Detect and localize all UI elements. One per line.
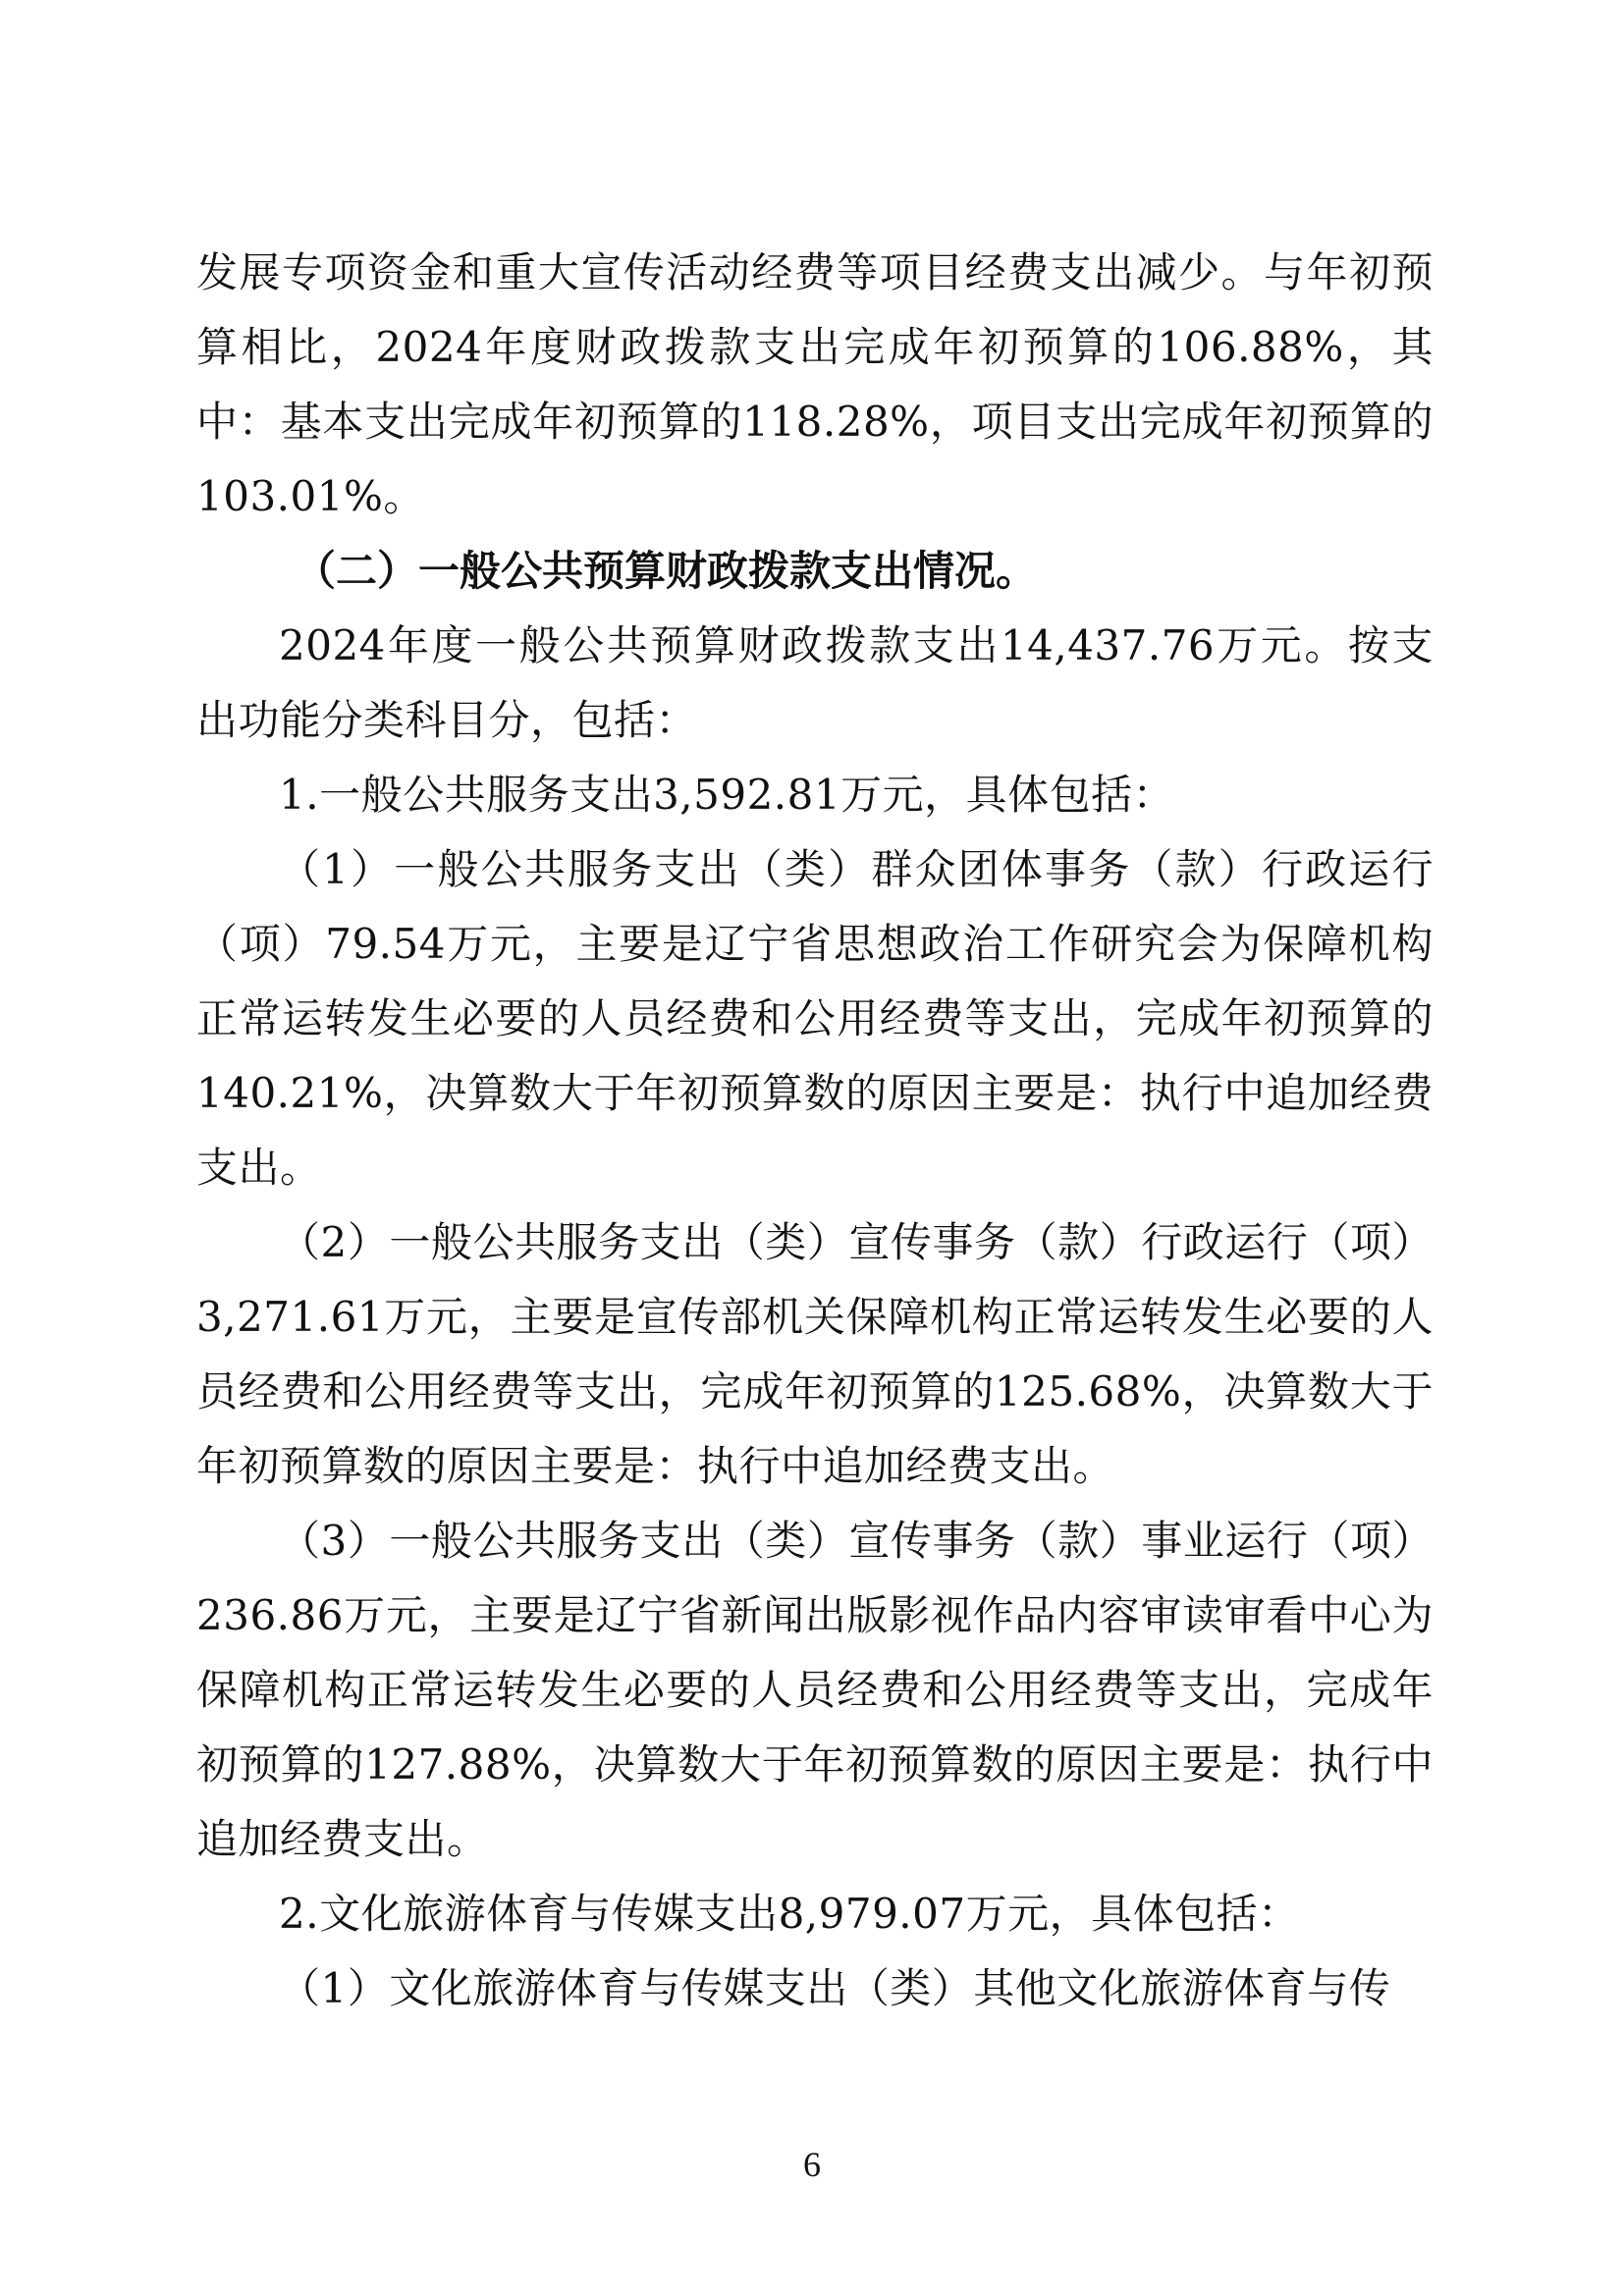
paragraph-public-service-total: 1.一般公共服务支出3,592.81万元，具体包括： [279, 771, 1175, 819]
paragraph-project-expense-summary: 发展专项资金和重大宣传活动经费等项目经费支出减少。与年初预算相比，2024年度财政拨款支出完成年初预算的106.88%，其中：基本支出完成年初预算的118.28%，项目支出完成年初预算的103.01%。 [196, 248, 1434, 520]
paragraph-culture-media-total: 2.文化旅游体育与传媒支出8,979.07万元，具体包括： [279, 1890, 1300, 1938]
paragraph-item-3-publicity-operation: （3）一般公共服务支出（类）宣传事务（款）事业运行（项）236.86万元，主要是辽宁省新闻出版影视作品内容审读审看中心为保障机构正常运转发生必要的人员经费和公用经费等支出，完成年初预算的127.88%，决算数大于年初预算数的原因主要是：执行中追加经费支出。 [196, 1517, 1434, 1863]
paragraph-general-budget-total: 2024年度一般公共预算财政拨款支出14,437.76万元。按支出功能分类科目分，包括： [196, 621, 1434, 744]
paragraph-item-1-group-affairs: （1）一般公共服务支出（类）群众团体事务（款）行政运行（项）79.54万元，主要是辽宁省思想政治工作研究会为保障机构正常运转发生必要的人员经费和公用经费等支出，完成年初预算的140.21%，决算数大于年初预算数的原因主要是：执行中追加经费支出。 [196, 845, 1434, 1192]
page-number: 6 [803, 2145, 821, 2184]
paragraph-item-2-publicity-admin: （2）一般公共服务支出（类）宣传事务（款）行政运行（项）3,271.61万元，主要是宣传部机关保障机构正常运转发生必要的人员经费和公用经费等支出，完成年初预算的125.68%，决算数大于年初预算数的原因主要是：执行中追加经费支出。 [196, 1218, 1434, 1490]
document-body [196, 236, 1434, 2026]
section-heading-general-budget: （二）一般公共预算财政拨款支出情况。 [295, 547, 1038, 595]
paragraph-culture-item-1: （1）文化旅游体育与传媒支出（类）其他文化旅游体育与传 [279, 1964, 1391, 2012]
